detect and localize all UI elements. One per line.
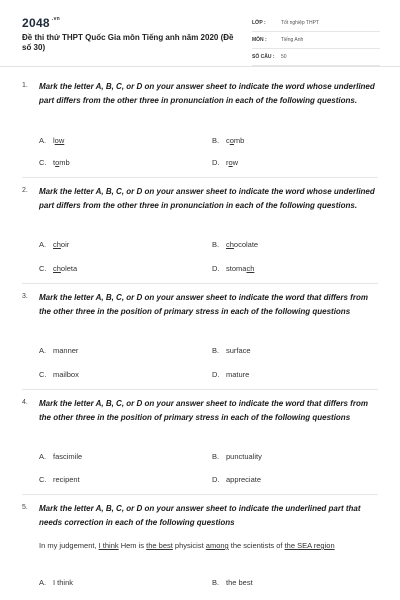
- option-text-end: oleta: [60, 264, 78, 273]
- option-underlined: o: [55, 158, 60, 167]
- option-letter: A.: [39, 346, 47, 355]
- option-letter: A.: [39, 452, 47, 461]
- option-letter: D.: [212, 264, 220, 273]
- meta-value: Tiếng Anh: [281, 37, 304, 43]
- option-letter: B.: [212, 452, 220, 461]
- option-text-end: ocolate: [233, 240, 259, 249]
- meta-value: Tốt nghiệp THPT: [281, 20, 319, 26]
- divider: [22, 389, 378, 390]
- option-underlined: ch: [226, 240, 234, 249]
- option-b[interactable]: [212, 346, 251, 355]
- option-a[interactable]: [39, 240, 69, 249]
- option-letter: B.: [212, 346, 220, 355]
- option-text: I think: [53, 578, 74, 587]
- option-text: l: [53, 136, 55, 145]
- option-letter: D.: [212, 370, 220, 379]
- underlined-part-a: I think: [98, 541, 119, 550]
- option-c[interactable]: [39, 158, 70, 167]
- option-letter: A.: [39, 578, 47, 587]
- option-letter: B.: [212, 578, 220, 587]
- question-number: 4.: [22, 399, 28, 406]
- option-underlined: ch: [53, 240, 61, 249]
- question-number: 3.: [22, 293, 28, 300]
- meta-label: SỐ CÂU :: [252, 54, 275, 60]
- option-text-end: w: [232, 158, 239, 167]
- option-b[interactable]: [212, 578, 253, 587]
- option-text: mailbox: [53, 370, 79, 379]
- option-b[interactable]: [212, 240, 258, 249]
- option-a[interactable]: [39, 346, 78, 355]
- header: [0, 0, 400, 67]
- option-underlined: ch: [246, 264, 255, 273]
- question-number: 2.: [22, 187, 28, 194]
- option-letter: D.: [212, 158, 220, 167]
- option-letter: A.: [39, 240, 47, 249]
- option-text-end: mb: [233, 136, 245, 145]
- question-text: Mark the letter A, B, C, or D on your answer sheet to indicate the word whose underlined part differs from the other three in pronunciation in each of the following questions.: [39, 187, 375, 210]
- option-underlined: o: [228, 158, 233, 167]
- option-text: manner: [53, 346, 79, 355]
- option-letter: B.: [212, 240, 220, 249]
- option-a[interactable]: [39, 136, 64, 145]
- option-text: the best: [226, 578, 253, 587]
- option-a[interactable]: [39, 578, 73, 587]
- option-c[interactable]: [39, 475, 80, 484]
- option-d[interactable]: [212, 475, 261, 484]
- option-a[interactable]: [39, 452, 82, 461]
- divider: [22, 494, 378, 495]
- sentence-part: physicist: [172, 541, 206, 550]
- sentence-part: In my judgement,: [39, 541, 99, 550]
- question-text: Mark the letter A, B, C, or D on your answer sheet to indicate the underlined part that needs correction in each of the following questions: [39, 504, 361, 527]
- option-d[interactable]: [212, 370, 249, 379]
- option-letter: C.: [39, 370, 47, 379]
- exam-title: Đề thi thử THPT Quốc Gia môn Tiếng anh năm 2020 (Đề số 30): [22, 33, 234, 52]
- error-sentence: [39, 539, 369, 552]
- option-underlined: ow: [54, 136, 65, 145]
- site-logo[interactable]: [22, 16, 60, 30]
- sentence-part: Hem is: [118, 541, 147, 550]
- option-letter: D.: [212, 475, 220, 484]
- exam-meta: [252, 15, 380, 66]
- meta-label: LỚP :: [252, 20, 266, 26]
- option-letter: C.: [39, 158, 47, 167]
- meta-row-count: [252, 49, 380, 66]
- option-text-end: mb: [59, 158, 70, 167]
- option-c[interactable]: [39, 264, 77, 273]
- option-text: c: [226, 136, 230, 145]
- meta-row-subject: [252, 32, 380, 49]
- option-letter: B.: [212, 136, 220, 145]
- meta-value: 50: [281, 54, 287, 60]
- option-underlined: ch: [53, 264, 61, 273]
- underlined-part-b: the best: [146, 541, 173, 550]
- underlined-part-d: the SEA region: [284, 541, 335, 550]
- option-text: stoma: [226, 264, 247, 273]
- meta-row-class: [252, 15, 380, 32]
- option-text: r: [226, 158, 229, 167]
- logo-suffix: .vn: [51, 16, 61, 22]
- option-d[interactable]: [212, 158, 238, 167]
- option-text-end: oir: [60, 240, 70, 249]
- option-text: surface: [226, 346, 251, 355]
- option-b[interactable]: [212, 452, 262, 461]
- option-b[interactable]: [212, 136, 244, 145]
- sentence-part: the scientists of: [228, 541, 285, 550]
- option-d[interactable]: [212, 264, 254, 273]
- option-text: punctuality: [226, 452, 262, 461]
- meta-label: MÔN :: [252, 37, 267, 43]
- divider: [22, 283, 378, 284]
- option-text: appreciate: [226, 475, 262, 484]
- logo-text: 2048: [22, 16, 50, 30]
- option-text: recipent: [53, 475, 80, 484]
- question-number: 5.: [22, 504, 28, 511]
- option-letter: C.: [39, 475, 47, 484]
- option-text: fascimile: [53, 452, 83, 461]
- option-text: mature: [226, 370, 250, 379]
- option-c[interactable]: [39, 370, 79, 379]
- option-text: t: [53, 158, 56, 167]
- question-text: Mark the letter A, B, C, or D on your answer sheet to indicate the word whose underlined part differs from the other three in pronunciation in each of the following questions.: [39, 82, 375, 105]
- divider: [22, 177, 378, 178]
- option-underlined: o: [229, 136, 234, 145]
- option-letter: C.: [39, 264, 47, 273]
- option-letter: A.: [39, 136, 47, 145]
- question-number: 1.: [22, 82, 28, 89]
- question-text: Mark the letter A, B, C, or D on your answer sheet to indicate the word that differs from the other three in the position of primary stress in each of the following questions: [39, 399, 368, 422]
- question-text: Mark the letter A, B, C, or D on your answer sheet to indicate the word that differs from the other three in the position of primary stress in each of the following questions: [39, 293, 368, 316]
- underlined-part-c: among: [205, 541, 229, 550]
